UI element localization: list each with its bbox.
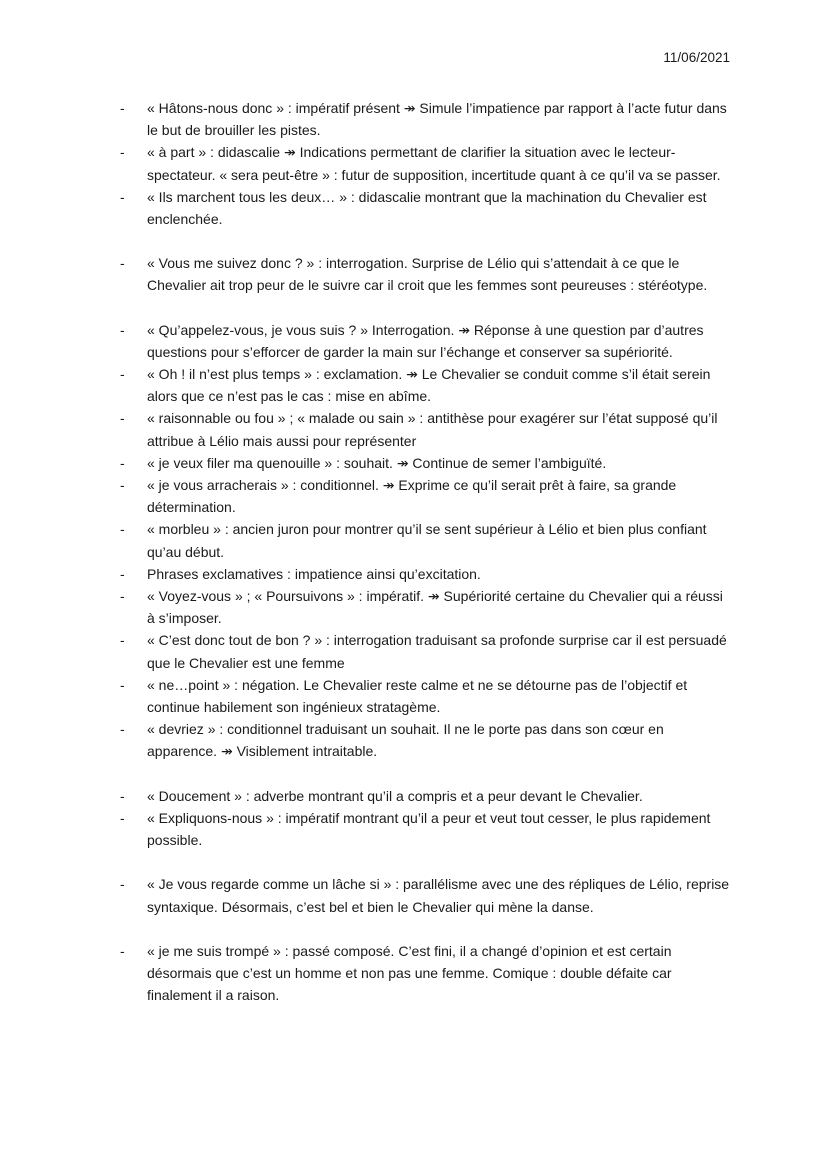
- list-item-text: « je veux filer ma quenouille » : souhait. ↠ Continue de semer l’ambiguïté.: [147, 454, 607, 471]
- list-item-text: « devriez » : conditionnel traduisant un souhait. Il ne le porte pas dans son cœur en apparence. ↠ Visiblement intraitable.: [147, 721, 664, 760]
- list-item-text: « Hâtons-nous donc » : impératif présent ↠ Simule l’impatience par rapport à l’acte futur dans le but de brouiller les pistes.: [147, 100, 727, 139]
- bullet-dash: -: [120, 876, 125, 893]
- list-item: [120, 141, 732, 185]
- bullet-dash: -: [120, 454, 125, 471]
- list-item: [120, 252, 732, 296]
- list-item-text: « Expliquons-nous » : impératif montrant qu’il a peur et veut tout cesser, le plus rapidement possible.: [147, 809, 711, 849]
- bullet-dash: -: [120, 255, 125, 272]
- list-item-text: « Oh ! il n’est plus temps » : exclamation. ↠ Le Chevalier se conduit comme s’il était serein alors que ce n’est pas le cas : mise en abîme.: [147, 366, 711, 405]
- list-item: [120, 518, 732, 562]
- bullet-dash: -: [120, 676, 125, 693]
- bullet-dash: -: [120, 787, 125, 804]
- list-item: [120, 563, 732, 585]
- list-item: [120, 407, 732, 451]
- list-item: [120, 873, 732, 917]
- list-item: [120, 807, 732, 851]
- list-item: [120, 186, 732, 230]
- list-item: [120, 585, 732, 629]
- list-item-text: « ne…point » : négation. Le Chevalier reste calme et ne se détourne pas de l’objectif et continue habilement son ingénieux stratagème.: [147, 676, 688, 716]
- list-item: [120, 474, 732, 518]
- list-item: [120, 718, 732, 762]
- list-item: [120, 629, 732, 673]
- list-item-text: Phrases exclamatives : impatience ainsi qu’excitation.: [147, 565, 481, 582]
- list-item-text: « morbleu » : ancien juron pour montrer qu’il se sent supérieur à Lélio et bien plus confiant qu’au début.: [147, 521, 707, 560]
- bullet-dash: -: [120, 144, 125, 161]
- list-item-text: « Je vous regarde comme un lâche si » : parallélisme avec une des répliques de Lélio, reprise syntaxique. Désormais, c’est bel et bien le Chevalier qui mène la danse.: [147, 876, 730, 915]
- list-item: [120, 97, 732, 141]
- bullet-dash: -: [120, 410, 125, 427]
- bullet-dash: -: [120, 100, 125, 116]
- paragraph-gap: [120, 851, 732, 873]
- bullet-dash: -: [120, 942, 125, 959]
- list-item-text: « je vous arracherais » : conditionnel. ↠ Exprime ce qu’il serait prêt à faire, sa grande détermination.: [147, 477, 677, 516]
- paragraph-gap: [120, 230, 732, 252]
- list-item-text: « Ils marchent tous les deux… » : didascalie montrant que la machination du Chevalier est enclenchée.: [147, 188, 707, 228]
- bullet-dash: -: [120, 809, 125, 826]
- bullet-dash: -: [120, 565, 125, 582]
- bullet-dash: -: [120, 721, 125, 738]
- list-item-text: « raisonnable ou fou » ; « malade ou sain » : antithèse pour exagérer sur l’état supposé qu’il attribue à Lélio mais aussi pour représenter: [147, 410, 718, 449]
- list-item-text: « Qu’appelez-vous, je vous suis ? » Interrogation. ↠ Réponse à une question par d’autres questions pour s’efforcer de garder la main sur l’échange et conserver sa supériorité.: [147, 321, 704, 360]
- list-item-text: « je me suis trompé » : passé composé. C’est fini, il a changé d’opinion et est certain désormais que c’est un homme et non pas une femme. Comique : double défaite car finalement il a raison.: [147, 942, 672, 1004]
- list-item: [120, 674, 732, 718]
- list-item-text: « à part » : didascalie ↠ Indications permettant de clarifier la situation avec le lecteur-spectateur. « sera peut-être » : futur de supposition, incertitude quant à ce qu’il va se passer.: [147, 144, 721, 183]
- list-item: [120, 319, 732, 363]
- paragraph-gap: [120, 918, 732, 940]
- bullet-dash: -: [120, 188, 125, 205]
- list-item: [120, 785, 732, 807]
- list-item: [120, 363, 732, 407]
- list-item-text: « Voyez-vous » ; « Poursuivons » : impératif. ↠ Supériorité certaine du Chevalier qui a réussi à s’imposer.: [147, 588, 723, 627]
- list-item: [120, 452, 732, 474]
- bullet-dash: -: [120, 477, 125, 494]
- bullet-dash: -: [120, 632, 125, 649]
- list-item-text: « C’est donc tout de bon ? » : interrogation traduisant sa profonde surprise car il est persuadé que le Chevalier est une femme: [147, 632, 727, 671]
- bullet-dash: -: [120, 588, 125, 605]
- list-item-text: « Doucement » : adverbe montrant qu’il a compris et a peur devant le Chevalier.: [147, 787, 643, 804]
- bullet-dash: -: [120, 321, 125, 338]
- list-item: [120, 940, 732, 1007]
- paragraph-gap: [120, 297, 732, 319]
- bullet-dash: -: [120, 366, 125, 383]
- paragraph-gap: [120, 763, 732, 785]
- page-date: 11/06/2021: [663, 50, 730, 65]
- bullet-dash: -: [120, 521, 125, 538]
- list-item-text: « Vous me suivez donc ? » : interrogation. Surprise de Lélio qui s’attendait à ce que le Chevalier ait trop peur de le suivre car il croit que les femmes sont peureuses : stéréotype.: [147, 255, 708, 294]
- analysis-list: [120, 97, 732, 1006]
